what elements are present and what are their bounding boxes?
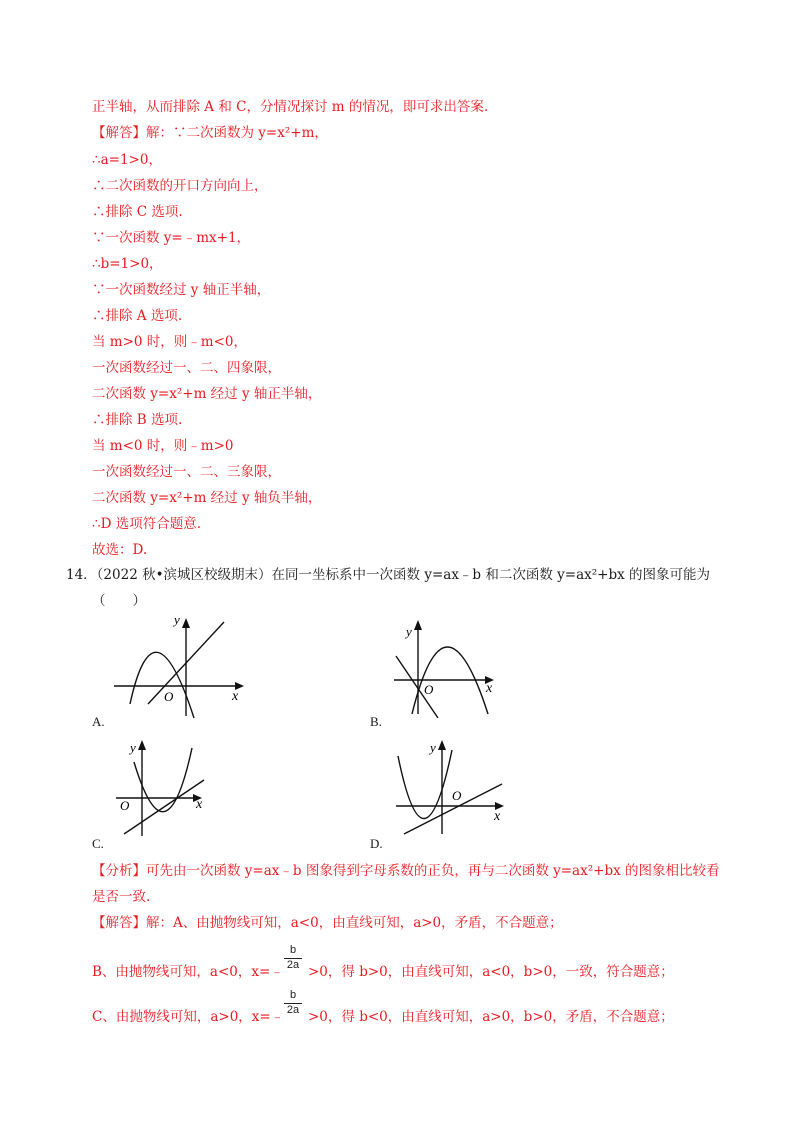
analysis-line-c-suffix: >0，得 b<0，由直线可知，a>0，b>0，矛盾，不合题意； bbox=[308, 1009, 674, 1025]
solution-line: 二次函数 y=x²+m 经过 y 轴负半轴， bbox=[92, 490, 322, 506]
solution-line: ∴排除 A 选项. bbox=[92, 308, 183, 324]
option-d-label: D. bbox=[370, 836, 383, 851]
graph-option-b bbox=[390, 614, 500, 718]
graph-option-d bbox=[390, 734, 510, 838]
solution-line: 当 m<0 时，则﹣m>0 bbox=[92, 438, 234, 454]
y-axis-label: y bbox=[174, 612, 180, 627]
analysis-heading-line: 【分析】可先由一次函数 y=ax﹣b 图象得到字母系数的正负，再与二次函数 y=ax²+bx 的图象相比较看 bbox=[92, 863, 720, 879]
x-axis-label: x bbox=[486, 681, 493, 696]
solution-line: ∵一次函数经过 y 轴正半轴， bbox=[92, 282, 271, 298]
question-stem: 14．（2022 秋•滨城区校级期末）在同一坐标系中一次函数 y=ax﹣b 和二次函数 y=ax²+bx 的图象可能为 bbox=[66, 567, 711, 583]
y-axis-arrow-icon bbox=[438, 740, 446, 750]
analysis-line: 是否一致. bbox=[92, 889, 151, 905]
y-axis-arrow-icon bbox=[182, 618, 190, 628]
solution-line: ∴b=1>0， bbox=[92, 256, 163, 272]
fraction-numerator: b bbox=[289, 944, 297, 956]
solution-line: ∴排除 C 选项. bbox=[92, 204, 183, 220]
origin-label: O bbox=[452, 788, 462, 803]
y-axis-arrow-icon bbox=[414, 620, 422, 630]
analysis-line-b-prefix: B、由抛物线可知，a<0，x=﹣ bbox=[92, 964, 284, 980]
solution-line: ∴排除 B 选项. bbox=[92, 412, 183, 428]
origin-label: O bbox=[164, 689, 174, 704]
option-a-label: A. bbox=[92, 714, 105, 729]
fraction-denominator: 2a bbox=[286, 1004, 300, 1016]
x-axis-label: x bbox=[494, 809, 501, 824]
solution-line: 一次函数经过一、二、四象限， bbox=[92, 360, 281, 376]
answer-heading-line: 【解答】解：A、由抛物线可知，a<0，由直线可知，a>0，矛盾，不合题意； bbox=[92, 915, 563, 931]
answer-parentheses: （ ） bbox=[92, 593, 146, 609]
analysis-line-b-suffix: >0，得 b>0，由直线可知，a<0，b>0，一致，符合题意； bbox=[308, 964, 674, 980]
solution-line: 正半轴，从而排除 A 和 C，分情况探讨 m 的情况，即可求出答案. bbox=[92, 99, 489, 115]
origin-label: O bbox=[424, 682, 434, 697]
graph-option-a bbox=[108, 612, 248, 722]
x-axis-label: x bbox=[196, 797, 203, 812]
fraction-denominator: 2a bbox=[286, 959, 300, 971]
origin-label: O bbox=[120, 798, 130, 813]
graph-option-c bbox=[112, 734, 212, 838]
y-axis-arrow-icon bbox=[138, 740, 146, 750]
y-axis-label: y bbox=[430, 740, 436, 755]
option-c-label: C. bbox=[92, 836, 104, 851]
solution-line: 当 m>0 时，则﹣m<0， bbox=[92, 334, 247, 350]
answer-heading-line: 【解答】解：∵二次函数为 y=x²+m， bbox=[92, 125, 328, 141]
fraction-numerator: b bbox=[289, 989, 297, 1001]
option-b-label: B. bbox=[370, 714, 382, 729]
line bbox=[124, 780, 204, 834]
solution-line: 一次函数经过一、二、三象限， bbox=[92, 464, 281, 480]
x-axis-label: x bbox=[232, 689, 239, 704]
solution-line: ∴a=1>0， bbox=[92, 152, 162, 168]
solution-line: ∴D 选项符合题意. bbox=[92, 516, 201, 532]
solution-line: ∴二次函数的开口方向向上， bbox=[92, 178, 268, 194]
solution-line: ∵一次函数 y=﹣mx+1， bbox=[92, 230, 251, 246]
parabola bbox=[398, 750, 452, 819]
solution-line: 二次函数 y=x²+m 经过 y 轴正半轴， bbox=[92, 386, 322, 402]
y-axis-label: y bbox=[406, 624, 412, 639]
parabola bbox=[130, 652, 194, 718]
y-axis-label: y bbox=[130, 740, 136, 755]
final-answer: 故选：D. bbox=[92, 542, 148, 558]
analysis-line-c-prefix: C、由抛物线可知，a>0，x=﹣ bbox=[92, 1009, 285, 1025]
